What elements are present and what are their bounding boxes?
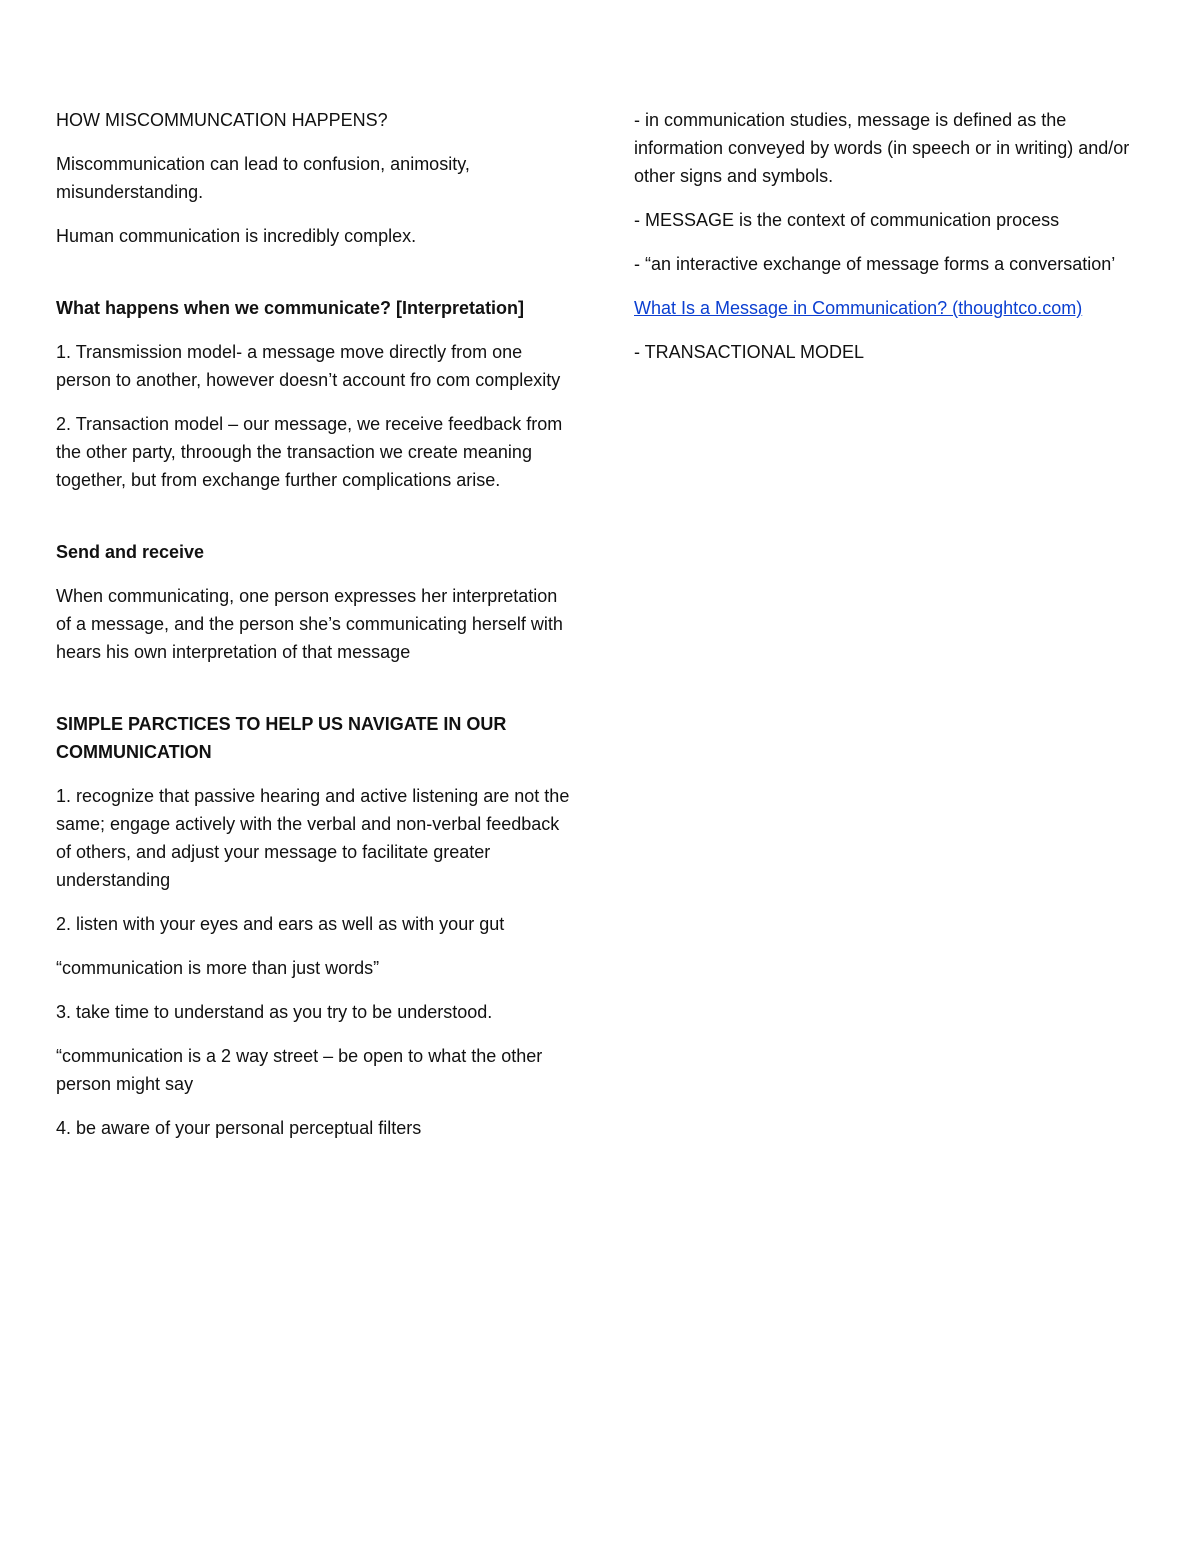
section-heading-practices: SIMPLE PARCTICES TO HELP US NAVIGATE IN OUR COMMUNICATION bbox=[56, 714, 507, 762]
quote: “communication is a 2 way street – be open to what the other person might say bbox=[56, 1046, 543, 1094]
list-item: 1. recognize that passive hearing and active listening are not the same; engage actively with the verbal and non-verbal feedback of others, and adjust your message to facilitate greater understanding bbox=[56, 786, 570, 890]
document-title: HOW MISCOMMUNCATION HAPPENS? bbox=[56, 110, 388, 130]
reference-link-paragraph bbox=[634, 294, 1140, 322]
section-paragraph: When communicating, one person expresses her interpretation of a message, and the person she’s communicating herself with hears his own interpretation of that message bbox=[56, 586, 563, 662]
list-item: 4. be aware of your personal perceptual filters bbox=[56, 1118, 422, 1138]
quote: “communication is more than just words” bbox=[56, 958, 380, 978]
note-line: - TRANSACTIONAL MODEL bbox=[634, 342, 865, 362]
list-item: 2. Transaction model – our message, we receive feedback from the other party, throough the transaction we create meaning together, but from exchange further complications arise. bbox=[56, 414, 563, 490]
list-item: 1. Transmission model- a message move directly from one person to another, however doesn’t account fro com complexity bbox=[56, 342, 561, 390]
intro-paragraph: Miscommunication can lead to confusion, animosity, misunderstanding. bbox=[56, 154, 470, 202]
intro-paragraph: Human communication is incredibly complex. bbox=[56, 226, 417, 246]
note-line: - “an interactive exchange of message forms a conversation’ bbox=[634, 254, 1116, 274]
left-column bbox=[56, 106, 570, 1158]
list-item: 3. take time to understand as you try to be understood. bbox=[56, 1002, 493, 1022]
reference-link[interactable]: What Is a Message in Communication? (thoughtco.com) bbox=[634, 298, 1083, 318]
right-column bbox=[634, 106, 1140, 382]
note-line: - in communication studies, message is defined as the information conveyed by words (in speech or in writing) and/or other signs and symbols. bbox=[634, 110, 1130, 186]
note-line: - MESSAGE is the context of communication process bbox=[634, 210, 1060, 230]
section-heading-send-receive: Send and receive bbox=[56, 542, 205, 562]
section-heading-interpretation: What happens when we communicate? [Interpretation] bbox=[56, 298, 525, 318]
list-item: 2. listen with your eyes and ears as well as with your gut bbox=[56, 914, 505, 934]
